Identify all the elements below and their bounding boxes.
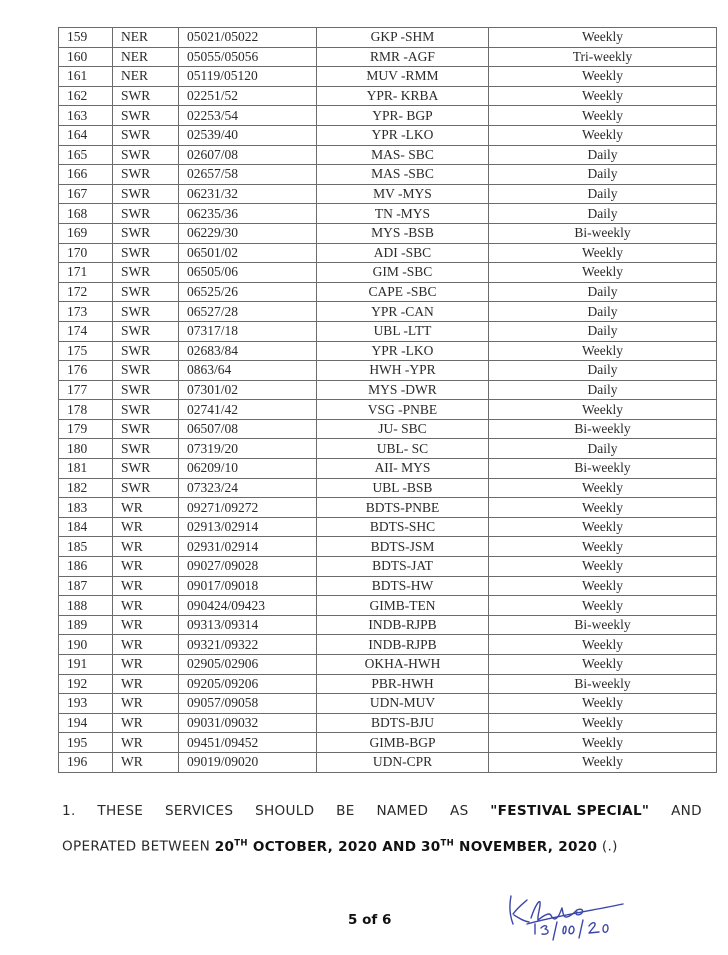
frequency-cell: Bi-weekly xyxy=(489,223,717,243)
frequency-cell: Weekly xyxy=(489,498,717,518)
table-row xyxy=(59,263,717,283)
zone-cell: SWR xyxy=(113,439,179,459)
serial-number-cell: 180 xyxy=(59,439,113,459)
route-cell: AII- MYS xyxy=(317,459,489,479)
page-number: 5 of 6 xyxy=(348,912,392,928)
serial-number-cell: 195 xyxy=(59,733,113,753)
serial-number-cell: 159 xyxy=(59,28,113,48)
serial-number-cell: 191 xyxy=(59,655,113,675)
table-row xyxy=(59,282,717,302)
table-row xyxy=(59,184,717,204)
table-row xyxy=(59,67,717,87)
frequency-cell: Tri-weekly xyxy=(489,47,717,67)
note-tail: (.) xyxy=(601,838,618,855)
frequency-cell: Weekly xyxy=(489,106,717,126)
serial-number-cell: 165 xyxy=(59,145,113,165)
zone-cell: WR xyxy=(113,733,179,753)
zone-cell: NER xyxy=(113,67,179,87)
table-row xyxy=(59,576,717,596)
frequency-cell: Weekly xyxy=(489,576,717,596)
zone-cell: WR xyxy=(113,576,179,596)
serial-number-cell: 183 xyxy=(59,498,113,518)
train-number-cell: 02905/02906 xyxy=(179,655,317,675)
route-cell: UDN-CPR xyxy=(317,752,489,772)
train-number-cell: 09313/09314 xyxy=(179,615,317,635)
train-number-cell: 06501/02 xyxy=(179,243,317,263)
table-row xyxy=(59,713,717,733)
train-number-cell: 06525/26 xyxy=(179,282,317,302)
train-number-cell: 02657/58 xyxy=(179,165,317,185)
zone-cell: WR xyxy=(113,694,179,714)
zone-cell: SWR xyxy=(113,106,179,126)
train-number-cell: 09017/09018 xyxy=(179,576,317,596)
serial-number-cell: 185 xyxy=(59,537,113,557)
note-number: 1. xyxy=(62,803,76,819)
serial-number-cell: 162 xyxy=(59,86,113,106)
serial-number-cell: 161 xyxy=(59,67,113,87)
note-word: SERVICES xyxy=(164,803,234,819)
serial-number-cell: 189 xyxy=(59,615,113,635)
handwritten-signature xyxy=(505,888,635,944)
zone-cell: SWR xyxy=(113,321,179,341)
serial-number-cell: 160 xyxy=(59,47,113,67)
train-number-cell: 06507/08 xyxy=(179,419,317,439)
table-row xyxy=(59,302,717,322)
zone-cell: WR xyxy=(113,674,179,694)
zone-cell: SWR xyxy=(113,380,179,400)
route-cell: TN -MYS xyxy=(317,204,489,224)
frequency-cell: Daily xyxy=(489,204,717,224)
route-cell: RMR -AGF xyxy=(317,47,489,67)
route-cell: GIMB-BGP xyxy=(317,733,489,753)
route-cell: UBL -BSB xyxy=(317,478,489,498)
zone-cell: WR xyxy=(113,635,179,655)
route-cell: INDB-RJPB xyxy=(317,615,489,635)
train-number-cell: 09321/09322 xyxy=(179,635,317,655)
train-number-cell: 06235/36 xyxy=(179,204,317,224)
special-trains-table xyxy=(58,27,717,773)
route-cell: GKP -SHM xyxy=(317,28,489,48)
serial-number-cell: 190 xyxy=(59,635,113,655)
frequency-cell: Daily xyxy=(489,380,717,400)
note-operated: OPERATED BETWEEN xyxy=(62,838,211,855)
serial-number-cell: 179 xyxy=(59,419,113,439)
frequency-cell: Bi-weekly xyxy=(489,615,717,635)
zone-cell: SWR xyxy=(113,125,179,145)
zone-cell: WR xyxy=(113,596,179,616)
note-word: NAMED xyxy=(376,803,429,819)
table-row xyxy=(59,655,717,675)
train-number-cell: 0863/64 xyxy=(179,361,317,381)
note-line-1 xyxy=(62,795,702,827)
serial-number-cell: 182 xyxy=(59,478,113,498)
serial-number-cell: 186 xyxy=(59,557,113,577)
route-cell: ADI -SBC xyxy=(317,243,489,263)
zone-cell: SWR xyxy=(113,184,179,204)
zone-cell: WR xyxy=(113,517,179,537)
train-number-cell: 09019/09020 xyxy=(179,752,317,772)
frequency-cell: Weekly xyxy=(489,67,717,87)
serial-number-cell: 193 xyxy=(59,694,113,714)
serial-number-cell: 163 xyxy=(59,106,113,126)
zone-cell: WR xyxy=(113,655,179,675)
train-number-cell: 06209/10 xyxy=(179,459,317,479)
table-row xyxy=(59,733,717,753)
serial-number-cell: 181 xyxy=(59,459,113,479)
train-number-cell: 02539/40 xyxy=(179,125,317,145)
route-cell: BDTS-JAT xyxy=(317,557,489,577)
route-cell: YPR -CAN xyxy=(317,302,489,322)
route-cell: VSG -PNBE xyxy=(317,400,489,420)
train-number-cell: 02683/84 xyxy=(179,341,317,361)
table-row xyxy=(59,596,717,616)
serial-number-cell: 173 xyxy=(59,302,113,322)
festival-special-note xyxy=(62,795,702,863)
serial-number-cell: 184 xyxy=(59,517,113,537)
train-number-cell: 06505/06 xyxy=(179,263,317,283)
serial-number-cell: 178 xyxy=(59,400,113,420)
table-row xyxy=(59,321,717,341)
table-body xyxy=(59,28,717,773)
frequency-cell: Weekly xyxy=(489,517,717,537)
note-word: THESE xyxy=(97,803,144,819)
table-row xyxy=(59,106,717,126)
serial-number-cell: 171 xyxy=(59,263,113,283)
train-number-cell: 09027/09028 xyxy=(179,557,317,577)
zone-cell: SWR xyxy=(113,400,179,420)
table-row xyxy=(59,478,717,498)
frequency-cell: Daily xyxy=(489,361,717,381)
frequency-cell: Daily xyxy=(489,282,717,302)
train-number-cell: 07317/18 xyxy=(179,321,317,341)
route-cell: UBL -LTT xyxy=(317,321,489,341)
train-number-cell: 09057/09058 xyxy=(179,694,317,714)
serial-number-cell: 175 xyxy=(59,341,113,361)
frequency-cell: Bi-weekly xyxy=(489,674,717,694)
route-cell: MYS -DWR xyxy=(317,380,489,400)
table-row xyxy=(59,47,717,67)
train-number-cell: 09271/09272 xyxy=(179,498,317,518)
note-word: SHOULD xyxy=(255,803,315,819)
serial-number-cell: 166 xyxy=(59,165,113,185)
train-number-cell: 02607/08 xyxy=(179,145,317,165)
table-row xyxy=(59,635,717,655)
serial-number-cell: 192 xyxy=(59,674,113,694)
note-word: AND xyxy=(671,803,702,819)
frequency-cell: Daily xyxy=(489,184,717,204)
table-row xyxy=(59,28,717,48)
frequency-cell: Weekly xyxy=(489,635,717,655)
frequency-cell: Weekly xyxy=(489,125,717,145)
train-number-cell: 090424/09423 xyxy=(179,596,317,616)
train-number-cell: 09031/09032 xyxy=(179,713,317,733)
frequency-cell: Weekly xyxy=(489,655,717,675)
zone-cell: WR xyxy=(113,557,179,577)
serial-number-cell: 194 xyxy=(59,713,113,733)
frequency-cell: Weekly xyxy=(489,243,717,263)
zone-cell: SWR xyxy=(113,341,179,361)
frequency-cell: Weekly xyxy=(489,86,717,106)
frequency-cell: Weekly xyxy=(489,733,717,753)
frequency-cell: Weekly xyxy=(489,713,717,733)
note-word: AS xyxy=(449,803,469,819)
table-row xyxy=(59,380,717,400)
serial-number-cell: 164 xyxy=(59,125,113,145)
zone-cell: SWR xyxy=(113,459,179,479)
train-number-cell: 02253/54 xyxy=(179,106,317,126)
route-cell: PBR-HWH xyxy=(317,674,489,694)
zone-cell: SWR xyxy=(113,145,179,165)
serial-number-cell: 188 xyxy=(59,596,113,616)
route-cell: MAS -SBC xyxy=(317,165,489,185)
table-row xyxy=(59,400,717,420)
route-cell: YPR -LKO xyxy=(317,341,489,361)
zone-cell: SWR xyxy=(113,243,179,263)
zone-cell: SWR xyxy=(113,361,179,381)
table-row xyxy=(59,557,717,577)
frequency-cell: Daily xyxy=(489,145,717,165)
route-cell: OKHA-HWH xyxy=(317,655,489,675)
route-cell: MUV -RMM xyxy=(317,67,489,87)
note-line-2 xyxy=(62,827,702,863)
table-row xyxy=(59,615,717,635)
serial-number-cell: 187 xyxy=(59,576,113,596)
festival-special-label: "FESTIVAL SPECIAL" xyxy=(490,803,650,819)
serial-number-cell: 196 xyxy=(59,752,113,772)
table-row xyxy=(59,243,717,263)
frequency-cell: Weekly xyxy=(489,557,717,577)
zone-cell: NER xyxy=(113,28,179,48)
frequency-cell: Weekly xyxy=(489,400,717,420)
train-number-cell: 02913/02914 xyxy=(179,517,317,537)
train-number-cell: 05021/05022 xyxy=(179,28,317,48)
frequency-cell: Daily xyxy=(489,165,717,185)
route-cell: MV -MYS xyxy=(317,184,489,204)
table-row xyxy=(59,752,717,772)
table-row xyxy=(59,86,717,106)
note-word: BE xyxy=(336,803,355,819)
frequency-cell: Daily xyxy=(489,321,717,341)
train-number-cell: 02741/42 xyxy=(179,400,317,420)
route-cell: BDTS-HW xyxy=(317,576,489,596)
route-cell: UDN-MUV xyxy=(317,694,489,714)
serial-number-cell: 174 xyxy=(59,321,113,341)
zone-cell: SWR xyxy=(113,223,179,243)
serial-number-cell: 167 xyxy=(59,184,113,204)
zone-cell: SWR xyxy=(113,263,179,283)
table-row xyxy=(59,674,717,694)
note-start-date: 20TH OCTOBER, 2020 AND xyxy=(214,838,417,855)
table-row xyxy=(59,459,717,479)
route-cell: INDB-RJPB xyxy=(317,635,489,655)
route-cell: HWH -YPR xyxy=(317,361,489,381)
table-row xyxy=(59,125,717,145)
train-number-cell: 06527/28 xyxy=(179,302,317,322)
zone-cell: WR xyxy=(113,752,179,772)
table-row xyxy=(59,361,717,381)
frequency-cell: Weekly xyxy=(489,341,717,361)
route-cell: GIM -SBC xyxy=(317,263,489,283)
route-cell: JU- SBC xyxy=(317,419,489,439)
train-number-cell: 09205/09206 xyxy=(179,674,317,694)
route-cell: BDTS-PNBE xyxy=(317,498,489,518)
frequency-cell: Weekly xyxy=(489,263,717,283)
serial-number-cell: 177 xyxy=(59,380,113,400)
zone-cell: WR xyxy=(113,615,179,635)
serial-number-cell: 170 xyxy=(59,243,113,263)
train-number-cell: 07323/24 xyxy=(179,478,317,498)
serial-number-cell: 168 xyxy=(59,204,113,224)
table-row xyxy=(59,419,717,439)
serial-number-cell: 176 xyxy=(59,361,113,381)
frequency-cell: Daily xyxy=(489,439,717,459)
note-end-date: 30TH NOVEMBER, 2020 xyxy=(420,838,598,855)
train-number-cell: 02931/02914 xyxy=(179,537,317,557)
table-row xyxy=(59,537,717,557)
frequency-cell: Bi-weekly xyxy=(489,419,717,439)
zone-cell: SWR xyxy=(113,165,179,185)
frequency-cell: Bi-weekly xyxy=(489,459,717,479)
serial-number-cell: 172 xyxy=(59,282,113,302)
route-cell: UBL- SC xyxy=(317,439,489,459)
train-number-cell: 06229/30 xyxy=(179,223,317,243)
route-cell: YPR- BGP xyxy=(317,106,489,126)
route-cell: CAPE -SBC xyxy=(317,282,489,302)
frequency-cell: Weekly xyxy=(489,694,717,714)
train-number-cell: 02251/52 xyxy=(179,86,317,106)
table-row xyxy=(59,223,717,243)
table-row xyxy=(59,204,717,224)
zone-cell: SWR xyxy=(113,302,179,322)
train-number-cell: 06231/32 xyxy=(179,184,317,204)
table-row xyxy=(59,517,717,537)
route-cell: YPR- KRBA xyxy=(317,86,489,106)
route-cell: GIMB-TEN xyxy=(317,596,489,616)
table-row xyxy=(59,341,717,361)
route-cell: BDTS-JSM xyxy=(317,537,489,557)
table-row xyxy=(59,439,717,459)
train-number-cell: 07301/02 xyxy=(179,380,317,400)
frequency-cell: Weekly xyxy=(489,537,717,557)
route-cell: YPR -LKO xyxy=(317,125,489,145)
table-row xyxy=(59,694,717,714)
frequency-cell: Weekly xyxy=(489,596,717,616)
zone-cell: SWR xyxy=(113,478,179,498)
zone-cell: WR xyxy=(113,498,179,518)
frequency-cell: Weekly xyxy=(489,478,717,498)
route-cell: BDTS-SHC xyxy=(317,517,489,537)
frequency-cell: Weekly xyxy=(489,28,717,48)
zone-cell: WR xyxy=(113,537,179,557)
zone-cell: SWR xyxy=(113,282,179,302)
route-cell: BDTS-BJU xyxy=(317,713,489,733)
route-cell: MYS -BSB xyxy=(317,223,489,243)
table-row xyxy=(59,145,717,165)
route-cell: MAS- SBC xyxy=(317,145,489,165)
train-number-cell: 07319/20 xyxy=(179,439,317,459)
train-number-cell: 09451/09452 xyxy=(179,733,317,753)
table-row xyxy=(59,498,717,518)
train-number-cell: 05055/05056 xyxy=(179,47,317,67)
frequency-cell: Weekly xyxy=(489,752,717,772)
train-number-cell: 05119/05120 xyxy=(179,67,317,87)
table-row xyxy=(59,165,717,185)
zone-cell: NER xyxy=(113,47,179,67)
serial-number-cell: 169 xyxy=(59,223,113,243)
zone-cell: SWR xyxy=(113,419,179,439)
zone-cell: SWR xyxy=(113,204,179,224)
zone-cell: SWR xyxy=(113,86,179,106)
frequency-cell: Daily xyxy=(489,302,717,322)
zone-cell: WR xyxy=(113,713,179,733)
